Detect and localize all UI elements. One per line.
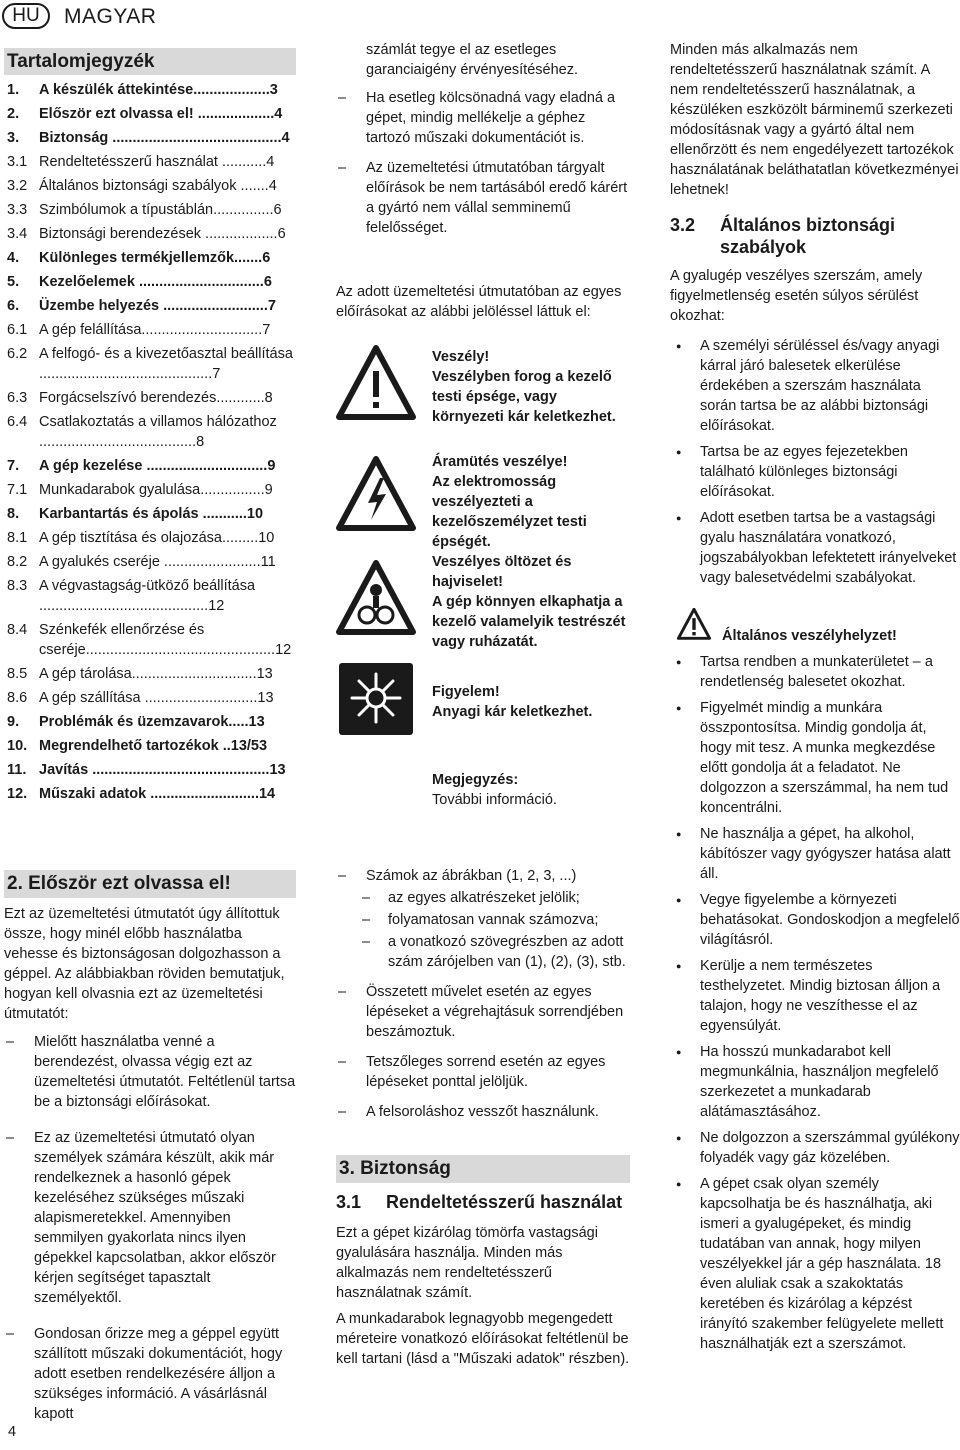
list-item: – Gondosan őrizze meg a géppel együtt szállított műszaki dokumentációt, hogy adott esetben rendelkezésére álljon a szükséges információ. A vásárlásnál kapott [4, 1324, 296, 1424]
continued-text: számlát tegye el az esetleges garanciaigény érvényesítéséhez. [366, 42, 578, 78]
warning-triangle-icon [336, 345, 416, 421]
toc-item-text: A gép tárolása...............................13 [39, 666, 273, 682]
toc-item-number: 3.2 [7, 178, 28, 194]
toc-item-text: A gyalukés cseréje ........................11 [39, 554, 276, 570]
toc-item[interactable] [7, 198, 297, 222]
column-3 [670, 0, 960, 1450]
toc-item-number: 6.4 [7, 414, 28, 430]
toc-item-number: 9. [7, 714, 20, 730]
subsection-number: 3.1 [336, 1192, 362, 1212]
symbol-label: Áramütés veszélye! [432, 454, 568, 470]
toc-item-number: 8.5 [7, 666, 28, 682]
bullet-item: ● Adott esetben tartsa be a vastagsági gyalu használatára vonatkozó, jogszabályokban lefektetett irányelveket vagy balesetvédelmi szabályokat. [670, 508, 960, 588]
toc-item-number: 5. [7, 274, 20, 290]
toc-item-text: A végvastagság-ütköző beállítása ..........................................12 [39, 578, 256, 614]
toc-item-text: A készülék áttekintése...................3 [39, 82, 278, 98]
toc-item-text: A gép felállítása..............................7 [39, 322, 271, 338]
bullet-item: ● Kerülje a nem természetes testhelyzetet. Mindig biztosan álljon a talajon, hogy ne veszíthesse el az egyensúlyát. [670, 956, 960, 1036]
bullet-item: ● Figyelmét mindig a munkára összpontosítsa. Mindig gondolja át, hogy mit tesz. A munka megkezdése előtt gondolja át a feladatot. Ne dolgozzon a szerszámmal, ha nem tud koncentrálni. [670, 698, 960, 818]
sub-list-item: – folyamatosan vannak számozva; [336, 910, 632, 930]
toc-item[interactable] [7, 318, 297, 342]
toc-item-text: Forgácselszívó berendezés............8 [39, 390, 273, 406]
symbol-label: Figyelem! [432, 684, 500, 700]
toc-item[interactable] [7, 454, 297, 478]
conventions-list [336, 866, 632, 1128]
section-3-title: 3. Biztonság [336, 1155, 630, 1183]
toc-item[interactable] [7, 618, 297, 662]
toc-item-number: 4. [7, 250, 20, 266]
list-item: – Számok az ábrákban (1, 2, 3, ...) [336, 866, 632, 886]
toc-item[interactable] [7, 478, 297, 502]
bullet-list-1 [670, 336, 960, 588]
toc-item[interactable] [7, 758, 297, 782]
toc-item-text: Szénkefék ellenőrzése és cseréje...............................................12 [39, 622, 292, 658]
toc-item[interactable] [7, 710, 297, 734]
symbol-description: A gép könnyen elkaphatja a kezelő valamelyik testrészét vagy ruházatát. [432, 594, 626, 650]
symbol-label: Veszély! [432, 349, 490, 365]
toc-item-number: 8.4 [7, 622, 28, 638]
list-item: – Az üzemeltetési útmutatóban tárgyalt előírások be nem tartásából eredő kárért a gyártó nem vállal semminemű felelősséget. [336, 158, 632, 238]
section-2 [4, 870, 296, 1430]
toc-item-text: Csatlakoztatás a villamos hálózathoz .......................................8 [39, 414, 277, 450]
toc-item-text: Megrendelhető tartozékok ..13/53 [39, 738, 268, 754]
symbol-description: Az elektromosság veszélyezteti a kezelőszemélyzet testi épségét. [432, 474, 587, 550]
toc-item[interactable] [7, 342, 297, 386]
toc-item-number: 8.1 [7, 530, 28, 546]
subsection-3-2-title [670, 214, 960, 258]
symbol-note-text [432, 770, 632, 810]
toc-item-number: 6.2 [7, 346, 28, 362]
entanglement-hazard-icon [336, 560, 416, 636]
subsection-text: Általános biztonsági szabályok [720, 215, 896, 257]
section-2-title: 2. Először ezt olvassa el! [4, 870, 296, 898]
toc-item-number: 10. [7, 738, 28, 754]
section-3 [336, 1155, 630, 1369]
symbol-description: Anyagi kár keletkezhet. [432, 704, 593, 720]
subsection-number: 3.2 [670, 215, 696, 235]
page-number: 4 [8, 1424, 17, 1440]
list-item: – A felsoroláshoz vesszőt használunk. [336, 1102, 632, 1122]
toc-item-text: Műszaki adatok ...........................14 [39, 786, 276, 802]
language-badge: HU [2, 3, 50, 29]
paragraph: Ezt a gépet kizárólag tömörfa vastagsági gyalulására használja. Minden más alkalmazás nem rendeltetésszerű használatnak számít. [336, 1225, 598, 1301]
toc-item-number: 8. [7, 506, 20, 522]
toc-item-text: Biztonsági berendezések ..................6 [39, 226, 286, 242]
list-item: – Ha esetleg kölcsönadná vagy eladná a gépet, mindig mellékelje a géphez tartozó műszaki dokumentációt is. [336, 88, 632, 148]
toc-item-text: A felfogó- és a kivezetőasztal beállítása ...........................................7 [39, 346, 293, 382]
toc-item-text: A gép tisztítása és olajozása.........10 [39, 530, 275, 546]
toc-item-text: Javítás ............................................13 [39, 762, 286, 778]
toc-item[interactable] [7, 270, 297, 294]
toc-item[interactable] [7, 222, 297, 246]
toc-item[interactable] [7, 662, 297, 686]
general-hazard-title: Általános veszélyhelyzet! [722, 628, 897, 644]
toc-item-text: Üzembe helyezés ..........................7 [39, 298, 276, 314]
toc-item-number: 6. [7, 298, 20, 314]
toc-item-number: 3. [7, 130, 20, 146]
symbol-danger-text [432, 347, 632, 427]
toc-item[interactable] [7, 294, 297, 318]
toc-item-number: 8.2 [7, 554, 28, 570]
toc-item[interactable] [7, 686, 297, 710]
list-item: – Összetett művelet esetén az egyes lépéseket a végrehajtásuk sorrendjében beszámoztuk. [336, 982, 632, 1042]
toc-item[interactable] [7, 550, 297, 574]
toc-item[interactable] [7, 410, 297, 454]
bullet-item: ● A gépet csak olyan személy kapcsolhatja be és használhatja, aki ismeri a gyalugépeket, és mindig tudatában van annak, hogy milyen veszélyekkel jár a gép használata. 18 éven aluliak csak a szakoktatás keretében és kizárólag a képzést irányító szakember felügyelete mellett használhatják ezt a szerszámot. [670, 1174, 960, 1354]
toc-item-number: 12. [7, 786, 28, 802]
toc-item-text: Általános biztonsági szabályok .......4 [39, 178, 277, 194]
symbol-caution-text [432, 682, 632, 722]
bullet-item: ● Tartsa rendben a munkaterületet – a rendetlenség balesetet okozhat. [670, 652, 960, 692]
sub-list-item: – a vonatkozó szövegrészben az adott szám zárójelben van (1), (2), (3), stb. [336, 932, 632, 972]
toc-item-number: 6.1 [7, 322, 28, 338]
toc-item-text: Különleges termékjellemzők.......6 [39, 250, 271, 266]
warning-triangle-icon [676, 608, 712, 640]
toc-item-number: 8.6 [7, 690, 28, 706]
toc-item[interactable] [7, 734, 297, 758]
toc-item-number: 3.1 [7, 154, 28, 170]
toc-item[interactable] [7, 126, 297, 150]
toc-item-number: 3.4 [7, 226, 28, 242]
bullet-item: ● Ha hosszú munkadarabot kell megmunkálnia, használjon megfelelő szerkezetet a munkadarab alátámasztásához. [670, 1042, 960, 1122]
section-2-intro: Ezt az üzemeltetési útmutatót úgy állítottuk össze, hogy minél előbb használatba vehesse és biztonságosan dolgozhasson a géppel. Az alábbiakban röviden bemutatjuk, hogyan kell olvasnia ezt az üzemeltetési útmutatót: [4, 906, 285, 1022]
toc-item[interactable] [7, 246, 297, 270]
bullet-item: ● Vegye figyelembe a környezeti behatásokat. Gondoskodjon a megfelelő világításról. [670, 890, 960, 950]
toc-item-number: 7. [7, 458, 20, 474]
toc-item-text: Problémák és üzemzavarok.....13 [39, 714, 265, 730]
toc-item-number: 6.3 [7, 390, 28, 406]
toc-item-number: 8.3 [7, 578, 28, 594]
toc-title: Tartalomjegyzék [4, 48, 296, 75]
sub-list-item: – az egyes alkatrészeket jelölik; [336, 888, 632, 908]
toc-item[interactable] [7, 102, 297, 126]
bullet-item: ● Ne dolgozzon a szerszámmal gyúlékony folyadék vagy gáz közelében. [670, 1128, 960, 1168]
column-1 [4, 0, 298, 1450]
toc-item[interactable] [7, 78, 297, 102]
toc-item[interactable] [7, 502, 297, 526]
symbol-label: Veszélyes öltözet és hajviselet! [432, 554, 572, 590]
bullet-list-2 [670, 652, 960, 1360]
list-item: – Ez az üzemeltetési útmutató olyan személyek számára készült, akik már rendelkeznek a hasonló gépek kezeléséhez szükséges műszaki alapismeretekkel. Amennyiben semmilyen gyakorlata nincs ilyen gépekkel kapcsolatban, akkor először kérjen segítséget tapasztalt személyektől. [4, 1128, 296, 1308]
toc-item-text: Először ezt olvassa el! ...................4 [39, 106, 283, 122]
toc-item-text: Kezelőelemek ...............................6 [39, 274, 272, 290]
electric-shock-icon [336, 456, 416, 532]
language-name: MAGYAR [64, 5, 157, 28]
bullet-item: ● Ne használja a gépet, ha alkohol, kábítószer vagy gyógyszer hatása alatt áll. [670, 824, 960, 884]
paragraph: A munkadarabok legnagyobb megengedett méreteire vonatkozó előírásokat feltétlenül be kell tartani (lásd a "Műszaki adatok" részben). [336, 1311, 630, 1367]
toc-item-text: A gép kezelése ..............................9 [39, 458, 276, 474]
toc-item-text: Rendeltetésszerű használat ...........4 [39, 154, 275, 170]
toc-item-number: 7.1 [7, 482, 28, 498]
paragraph: A gyalugép veszélyes szerszám, amely figyelmetlenség esetén súlyos sérülést okozhat: [670, 268, 923, 324]
toc-item-number: 1. [7, 82, 20, 98]
list-item: – Tetszőleges sorrend esetén az egyes lépéseket ponttal jelöljük. [336, 1052, 632, 1092]
bullet-item: ● Tartsa be az egyes fejezetekben található különleges biztonsági előírásokat. [670, 442, 960, 502]
toc-item[interactable] [7, 174, 297, 198]
subsection-3-1-title [336, 1191, 630, 1213]
toc-item-text: Biztonság ..........................................4 [39, 130, 290, 146]
bullet-item: ● A személyi sérüléssel és/vagy anyagi kárral járó balesetek elkerülése érdekében a szerszám használata során tartsa be az alábbi biztonsági előírásokat. [670, 336, 960, 436]
list-item: – Mielőtt használatba venné a berendezést, olvassa végig ezt az üzemeltetési útmutatót. Feltétlenül tartsa be a biztonsági előírásokat. [4, 1032, 296, 1112]
subsection-text: Rendeltetésszerű használat [386, 1192, 623, 1212]
toc-item[interactable] [7, 150, 297, 174]
toc-item[interactable] [7, 574, 297, 618]
toc-item-text: Munkadarabok gyalulása................9 [39, 482, 273, 498]
toc-item-number: 2. [7, 106, 20, 122]
paragraph: Minden más alkalmazás nem rendeltetésszerű használatnak számít. A nem rendeltetésszerű használatnak, a készüléken eszközölt bárminemű szerkezeti módosításnak vagy a gyártó által nem ellenőrzött és nem engedélyezett tartozékok használatának beláthatatlan következményei lehetnek! [670, 42, 959, 198]
table-of-contents [7, 78, 297, 806]
symbol-label: Megjegyzés: [432, 772, 519, 788]
symbol-electric-text [432, 452, 632, 652]
caution-material-icon [336, 660, 416, 738]
toc-item[interactable] [7, 386, 297, 410]
column-2 [336, 0, 632, 1450]
symbol-description: További információ. [432, 792, 557, 808]
toc-item-text: Szimbólumok a típustáblán...............6 [39, 202, 282, 218]
symbols-intro: Az adott üzemeltetési útmutatóban az egyes előírásokat az alábbi jelöléssel láttuk el: [336, 284, 622, 320]
toc-item-number: 11. [7, 762, 27, 778]
toc-item-text: Karbantartás és ápolás ...........10 [39, 506, 264, 522]
toc-item[interactable] [7, 782, 297, 806]
symbol-description: Veszélyben forog a kezelő testi épsége, vagy környezeti kár keletkezhet. [432, 369, 616, 425]
toc-item[interactable] [7, 526, 297, 550]
toc-item-number: 3.3 [7, 202, 28, 218]
toc-item-text: A gép szállítása ............................13 [39, 690, 274, 706]
